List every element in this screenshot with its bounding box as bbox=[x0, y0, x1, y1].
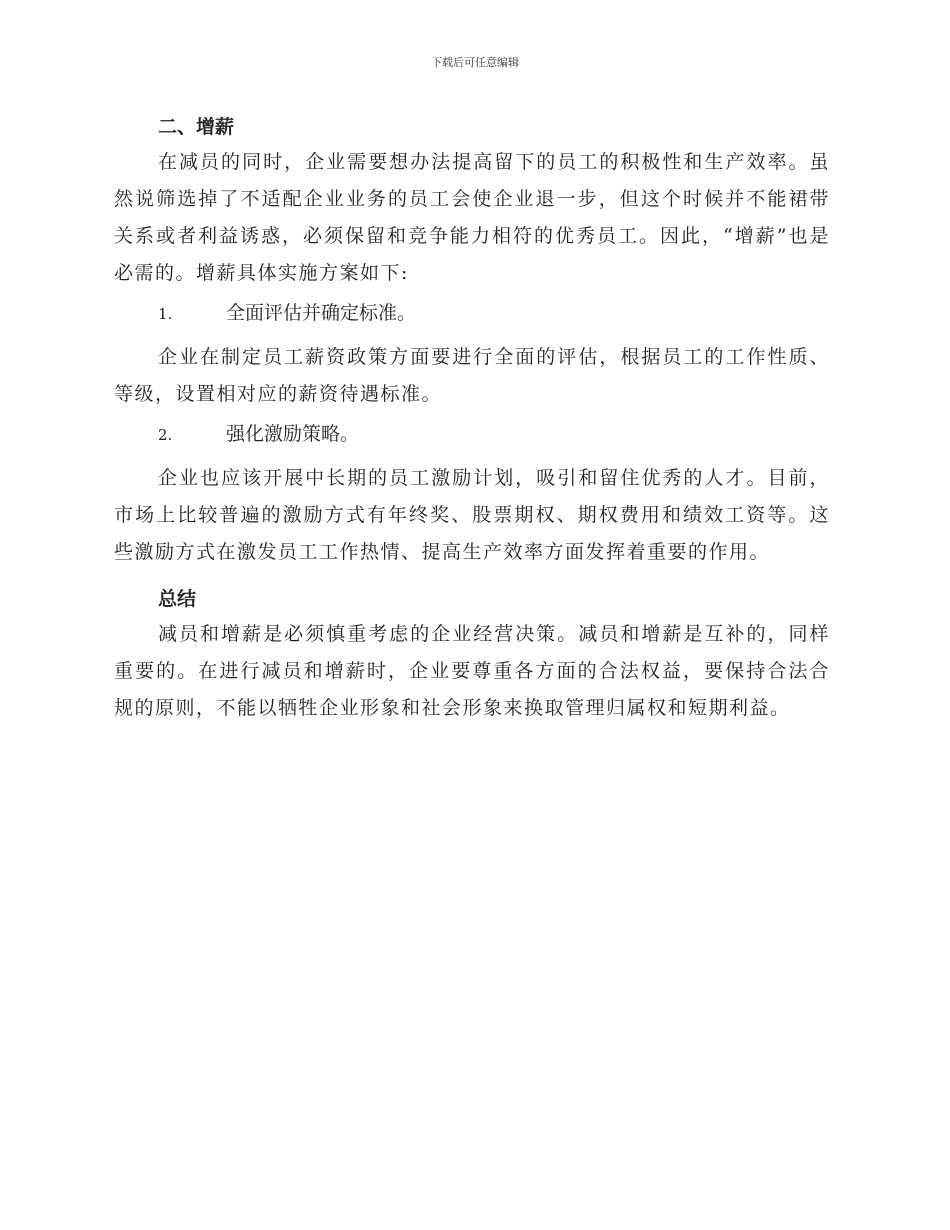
list-number-1: 1. bbox=[158, 305, 173, 323]
item2-body-paragraph: 企业也应该开展中长期的员工激励计划，吸引和留住优秀的人才。目前，市场上比较普遍的激励方式有年终奖、股票期权、期权费用和绩效工资等。这些激励方式在激发员工工作热情、提高生产效率方面发挥着重要的作用。 bbox=[114, 467, 830, 563]
raise-intro-paragraph: 在减员的同时，企业需要想办法提高留下的员工的积极性和生产效率。虽然说筛选掉了不适配企业业务的员工会使企业退一步，但这个时候并不能裙带关系或者利益诱惑，必须保留和竞争能力相符的优秀员工。因此，“增薪”也是必需的。增薪具体实施方案如下: bbox=[114, 151, 830, 284]
section-heading-raise: 二、增薪 bbox=[158, 116, 235, 138]
list-item-1 bbox=[158, 295, 830, 332]
list-text-2: 强化激励策略。 bbox=[226, 423, 360, 445]
section-heading-summary: 总结 bbox=[158, 588, 197, 610]
summary-paragraph: 减员和增薪是必须慎重考虑的企业经营决策。减员和增薪是互补的，同样重要的。在进行减员和增薪时，企业要尊重各方面的合法权益，要保持合法合规的原则，不能以牺牲企业形象和社会形象来换取管理归属权和短期利益。 bbox=[114, 623, 830, 719]
page-header: 下载后可任意编辑 bbox=[431, 56, 519, 69]
list-text-1: 全面评估并确定标准。 bbox=[226, 302, 417, 324]
list-item-2 bbox=[158, 416, 830, 453]
item1-body-paragraph: 企业在制定员工薪资政策方面要进行全面的评估，根据员工的工作性质、等级，设置相对应的薪资待遇标准。 bbox=[114, 346, 830, 405]
list-number-2: 2. bbox=[158, 426, 173, 444]
document-body bbox=[114, 110, 830, 730]
